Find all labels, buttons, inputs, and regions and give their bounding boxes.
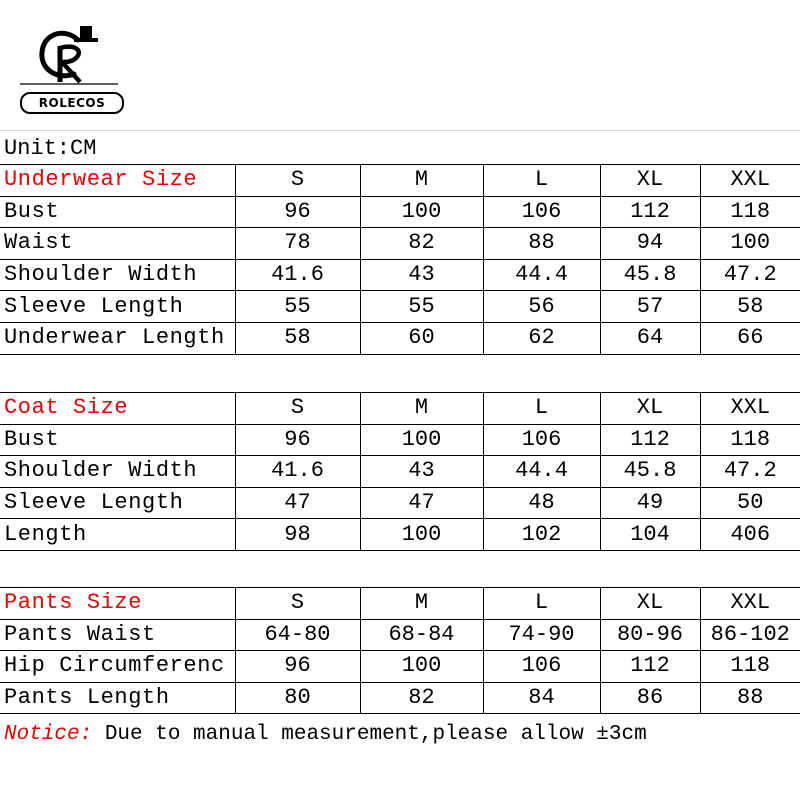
measurement-label: Sleeve Length — [0, 291, 235, 323]
size-header-cell: M — [360, 588, 483, 620]
measurement-label: Pants Waist — [0, 619, 235, 651]
underwear-size-table — [0, 164, 800, 355]
section-title: Underwear Size — [0, 165, 235, 197]
measurement-row — [0, 322, 800, 354]
measurement-value: 47.2 — [700, 259, 800, 291]
measurement-value: 406 — [700, 519, 800, 551]
pants-size-table — [0, 587, 800, 714]
measurement-value: 86-102 — [700, 619, 800, 651]
measurement-row — [0, 519, 800, 551]
brand-monogram-icon — [18, 22, 122, 92]
measurement-value: 112 — [600, 196, 700, 228]
measurement-value: 104 — [600, 519, 700, 551]
measurement-value: 64-80 — [235, 619, 360, 651]
measurement-value: 96 — [235, 424, 360, 456]
measurement-notice — [4, 722, 647, 748]
size-header-cell: XL — [600, 588, 700, 620]
measurement-label: Bust — [0, 424, 235, 456]
measurement-value: 66 — [700, 322, 800, 354]
measurement-row — [0, 456, 800, 488]
measurement-row — [0, 651, 800, 683]
size-header-cell: XXL — [700, 165, 800, 197]
measurement-row — [0, 228, 800, 260]
measurement-row — [0, 619, 800, 651]
measurement-value: 80 — [235, 682, 360, 714]
measurement-label: Shoulder Width — [0, 456, 235, 488]
header-row — [0, 393, 800, 425]
measurement-value: 55 — [235, 291, 360, 323]
measurement-value: 118 — [700, 651, 800, 683]
measurement-value: 47.2 — [700, 456, 800, 488]
measurement-value: 43 — [360, 456, 483, 488]
measurement-value: 62 — [483, 322, 600, 354]
notice-label: Notice: — [4, 723, 93, 746]
measurement-value: 49 — [600, 487, 700, 519]
measurement-row — [0, 424, 800, 456]
measurement-value: 100 — [700, 228, 800, 260]
measurement-value: 100 — [360, 196, 483, 228]
measurement-label: Sleeve Length — [0, 487, 235, 519]
size-header-cell: S — [235, 165, 360, 197]
measurement-row — [0, 291, 800, 323]
measurement-value: 94 — [600, 228, 700, 260]
measurement-value: 98 — [235, 519, 360, 551]
measurement-value: 100 — [360, 651, 483, 683]
measurement-value: 50 — [700, 487, 800, 519]
measurement-row — [0, 487, 800, 519]
header-row — [0, 165, 800, 197]
measurement-value: 41.6 — [235, 259, 360, 291]
header-row — [0, 588, 800, 620]
size-header-cell: L — [483, 588, 600, 620]
size-header-cell: XXL — [700, 588, 800, 620]
coat-size-table — [0, 392, 800, 551]
measurement-value: 44.4 — [483, 456, 600, 488]
measurement-value: 58 — [235, 322, 360, 354]
measurement-value: 84 — [483, 682, 600, 714]
measurement-value: 106 — [483, 196, 600, 228]
header-divider — [0, 130, 800, 131]
brand-logo — [18, 22, 122, 114]
measurement-value: 118 — [700, 196, 800, 228]
measurement-value: 47 — [235, 487, 360, 519]
measurement-value: 41.6 — [235, 456, 360, 488]
measurement-value: 82 — [360, 228, 483, 260]
section-title: Pants Size — [0, 588, 235, 620]
size-header-cell: XL — [600, 165, 700, 197]
measurement-value: 106 — [483, 651, 600, 683]
measurement-value: 112 — [600, 424, 700, 456]
measurement-value: 88 — [483, 228, 600, 260]
size-header-cell: L — [483, 165, 600, 197]
measurement-value: 55 — [360, 291, 483, 323]
measurement-value: 44.4 — [483, 259, 600, 291]
measurement-value: 60 — [360, 322, 483, 354]
measurement-value: 118 — [700, 424, 800, 456]
measurement-value: 106 — [483, 424, 600, 456]
measurement-value: 74-90 — [483, 619, 600, 651]
size-header-cell: M — [360, 393, 483, 425]
measurement-label: Hip Circumferenc — [0, 651, 235, 683]
measurement-value: 96 — [235, 196, 360, 228]
measurement-value: 80-96 — [600, 619, 700, 651]
measurement-label: Shoulder Width — [0, 259, 235, 291]
size-header-cell: XXL — [700, 393, 800, 425]
measurement-value: 57 — [600, 291, 700, 323]
measurement-value: 102 — [483, 519, 600, 551]
unit-label: Unit:CM — [4, 136, 97, 161]
measurement-label: Pants Length — [0, 682, 235, 714]
measurement-value: 43 — [360, 259, 483, 291]
measurement-value: 88 — [700, 682, 800, 714]
measurement-value: 78 — [235, 228, 360, 260]
measurement-value: 68-84 — [360, 619, 483, 651]
measurement-value: 96 — [235, 651, 360, 683]
measurement-label: Bust — [0, 196, 235, 228]
measurement-row — [0, 196, 800, 228]
measurement-value: 86 — [600, 682, 700, 714]
measurement-value: 100 — [360, 424, 483, 456]
size-header-cell: L — [483, 393, 600, 425]
measurement-row — [0, 259, 800, 291]
measurement-value: 56 — [483, 291, 600, 323]
size-header-cell: XL — [600, 393, 700, 425]
size-header-cell: S — [235, 393, 360, 425]
measurement-value: 112 — [600, 651, 700, 683]
measurement-value: 82 — [360, 682, 483, 714]
measurement-row — [0, 682, 800, 714]
measurement-value: 47 — [360, 487, 483, 519]
size-header-cell: S — [235, 588, 360, 620]
measurement-value: 48 — [483, 487, 600, 519]
brand-wordmark: ROLECOS — [20, 92, 124, 114]
notice-text: Due to manual measurement,please allow ±3cm — [92, 723, 647, 746]
section-title: Coat Size — [0, 393, 235, 425]
measurement-value: 45.8 — [600, 259, 700, 291]
size-header-cell: M — [360, 165, 483, 197]
measurement-label: Length — [0, 519, 235, 551]
measurement-value: 45.8 — [600, 456, 700, 488]
measurement-value: 64 — [600, 322, 700, 354]
measurement-value: 100 — [360, 519, 483, 551]
measurement-label: Underwear Length — [0, 322, 235, 354]
measurement-value: 58 — [700, 291, 800, 323]
measurement-label: Waist — [0, 228, 235, 260]
